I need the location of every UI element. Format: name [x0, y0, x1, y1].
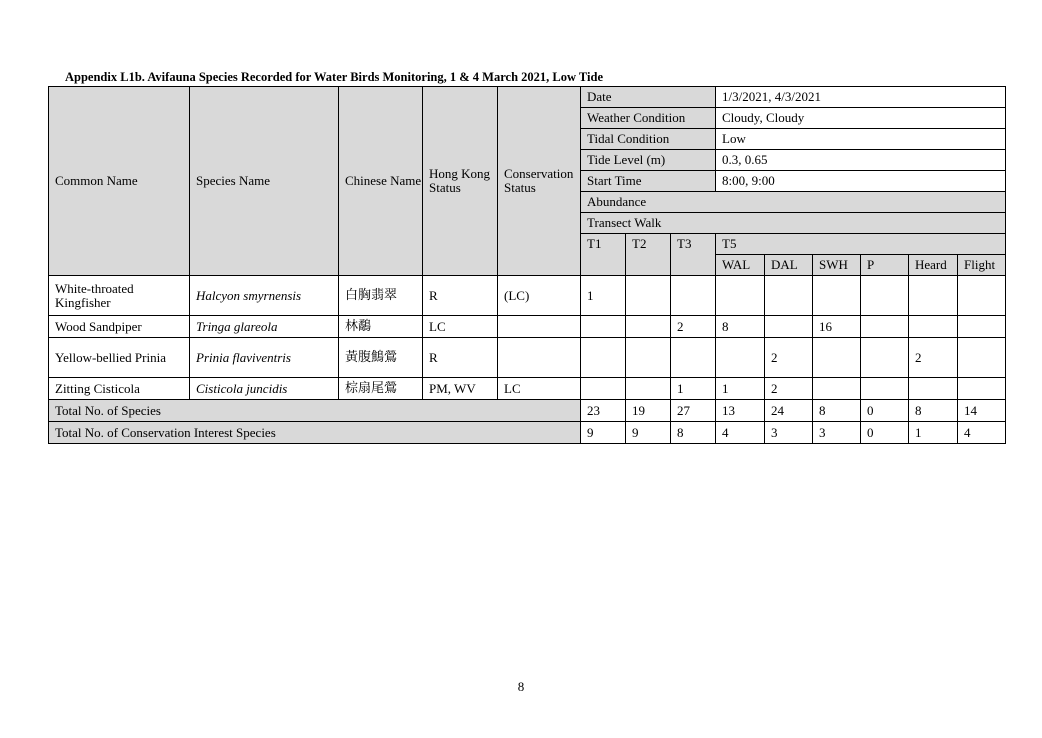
p-cell [861, 316, 909, 338]
wal-cell [716, 276, 765, 316]
dal-cell [765, 316, 813, 338]
t1-cell: 1 [581, 276, 626, 316]
total-species-label: Total No. of Species [49, 400, 581, 422]
total-value-cell: 3 [813, 422, 861, 444]
transect-t5-header: T5 [716, 234, 1006, 255]
abundance-label: Abundance [581, 192, 1006, 213]
heard-cell: 2 [909, 338, 958, 378]
tidal-label: Tidal Condition [581, 129, 716, 150]
total-value-cell: 23 [581, 400, 626, 422]
total-species-row [49, 400, 1006, 422]
t3-cell [671, 276, 716, 316]
transect-t2-header: T2 [626, 234, 671, 276]
total-conservation-row [49, 422, 1006, 444]
flight-cell [958, 338, 1006, 378]
total-value-cell: 8 [909, 400, 958, 422]
subcol-dal-header: DAL [765, 255, 813, 276]
t3-cell: 2 [671, 316, 716, 338]
common-name-cell: Wood Sandpiper [49, 316, 190, 338]
total-value-cell: 13 [716, 400, 765, 422]
flight-cell [958, 276, 1006, 316]
total-value-cell: 9 [626, 422, 671, 444]
chinese-name-cell: 白胸翡翠 [339, 276, 423, 316]
species-name-cell: Cisticola juncidis [190, 378, 339, 400]
chinese-name-cell: 林鷸 [339, 316, 423, 338]
hk-status-cell: LC [423, 316, 498, 338]
t1-cell [581, 338, 626, 378]
total-value-cell: 4 [958, 422, 1006, 444]
subcol-heard-header: Heard [909, 255, 958, 276]
chinese-name-cell: 黃腹鷦鶯 [339, 338, 423, 378]
avifauna-table [48, 86, 1006, 444]
total-value-cell: 19 [626, 400, 671, 422]
swh-cell [813, 276, 861, 316]
start-time-label: Start Time [581, 171, 716, 192]
p-cell [861, 378, 909, 400]
t2-cell [626, 316, 671, 338]
total-value-cell: 4 [716, 422, 765, 444]
header-conservation-status: Conservation Status [498, 87, 581, 276]
header-species-name: Species Name [190, 87, 339, 276]
tidal-value: Low [716, 129, 1006, 150]
weather-value: Cloudy, Cloudy [716, 108, 1006, 129]
table-row [49, 378, 1006, 400]
heard-cell [909, 316, 958, 338]
tide-level-label: Tide Level (m) [581, 150, 716, 171]
total-value-cell: 0 [861, 422, 909, 444]
conservation-status-cell [498, 338, 581, 378]
total-value-cell: 0 [861, 400, 909, 422]
hk-status-cell: R [423, 338, 498, 378]
transect-t3-header: T3 [671, 234, 716, 276]
flight-cell [958, 316, 1006, 338]
dal-cell [765, 276, 813, 316]
t3-cell [671, 338, 716, 378]
total-value-cell: 1 [909, 422, 958, 444]
table-row [49, 316, 1006, 338]
conservation-status-cell: LC [498, 378, 581, 400]
conservation-status-cell: (LC) [498, 276, 581, 316]
subcol-flight-header: Flight [958, 255, 1006, 276]
total-value-cell: 24 [765, 400, 813, 422]
transect-walk-label: Transect Walk [581, 213, 1006, 234]
heard-cell [909, 276, 958, 316]
hk-status-cell: PM, WV [423, 378, 498, 400]
wal-cell [716, 338, 765, 378]
t2-cell [626, 378, 671, 400]
total-value-cell: 8 [671, 422, 716, 444]
chinese-name-cell: 棕扇尾鶯 [339, 378, 423, 400]
header-hk-status: Hong Kong Status [423, 87, 498, 276]
wal-cell: 8 [716, 316, 765, 338]
start-time-value: 8:00, 9:00 [716, 171, 1006, 192]
swh-cell: 16 [813, 316, 861, 338]
common-name-cell: White-throated Kingfisher [49, 276, 190, 316]
appendix-title: Appendix L1b. Avifauna Species Recorded for Water Birds Monitoring, 1 & 4 March 2021, Low Tide [65, 70, 603, 84]
weather-label: Weather Condition [581, 108, 716, 129]
header-common-name: Common Name [49, 87, 190, 276]
total-value-cell: 14 [958, 400, 1006, 422]
header-chinese-name: Chinese Name [339, 87, 423, 276]
common-name-cell: Yellow-bellied Prinia [49, 338, 190, 378]
t1-cell [581, 316, 626, 338]
page-number: 8 [517, 679, 525, 694]
total-value-cell: 3 [765, 422, 813, 444]
total-value-cell: 9 [581, 422, 626, 444]
subcol-p-header: P [861, 255, 909, 276]
t2-cell [626, 276, 671, 316]
t3-cell: 1 [671, 378, 716, 400]
swh-cell [813, 378, 861, 400]
hk-status-cell: R [423, 276, 498, 316]
date-value: 1/3/2021, 4/3/2021 [716, 87, 1006, 108]
conservation-status-cell [498, 316, 581, 338]
t1-cell [581, 378, 626, 400]
transect-t1-header: T1 [581, 234, 626, 276]
flight-cell [958, 378, 1006, 400]
total-value-cell: 8 [813, 400, 861, 422]
p-cell [861, 276, 909, 316]
heard-cell [909, 378, 958, 400]
dal-cell: 2 [765, 378, 813, 400]
dal-cell: 2 [765, 338, 813, 378]
subcol-swh-header: SWH [813, 255, 861, 276]
p-cell [861, 338, 909, 378]
table-row [49, 338, 1006, 378]
total-conservation-label: Total No. of Conservation Interest Species [49, 422, 581, 444]
swh-cell [813, 338, 861, 378]
species-name-cell: Tringa glareola [190, 316, 339, 338]
table-row [49, 276, 1006, 316]
species-name-cell: Halcyon smyrnensis [190, 276, 339, 316]
tide-level-value: 0.3, 0.65 [716, 150, 1006, 171]
species-name-cell: Prinia flaviventris [190, 338, 339, 378]
subcol-wal-header: WAL [716, 255, 765, 276]
wal-cell: 1 [716, 378, 765, 400]
total-value-cell: 27 [671, 400, 716, 422]
t2-cell [626, 338, 671, 378]
common-name-cell: Zitting Cisticola [49, 378, 190, 400]
date-label: Date [581, 87, 716, 108]
